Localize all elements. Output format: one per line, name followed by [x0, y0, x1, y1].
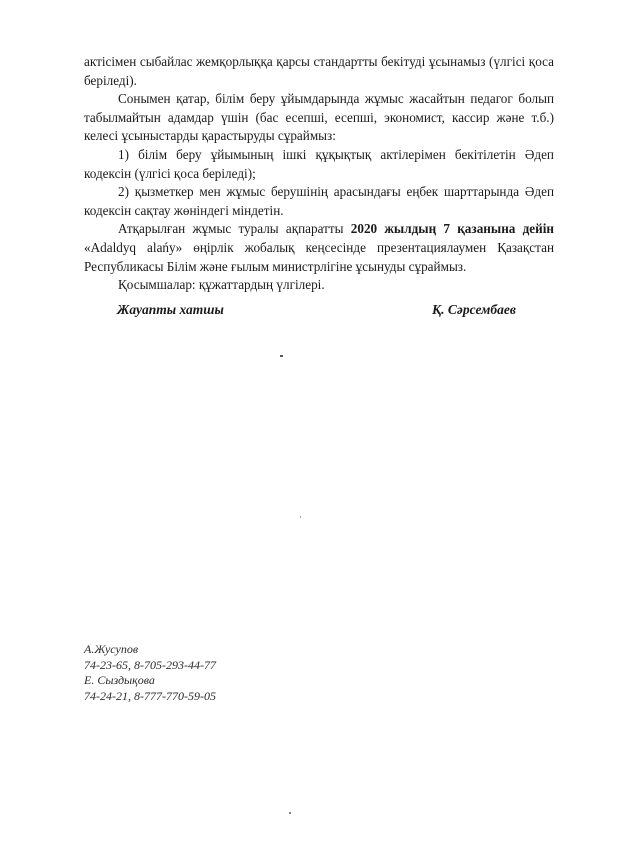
contact-phone-1: 74-23-65, 8-705-293-44-77: [84, 657, 216, 672]
scan-speck: [280, 355, 283, 357]
signatory-title: Жауапты хатшы: [117, 302, 224, 317]
paragraph-non-teaching-staff: Сонымен қатар, білім беру ұйымдарында жұмыс жасайтын педагог болып табылмайтын адамдар үшін (бас есепші, есепші, экономист, кассир және т.б.) келесі ұсыныстарды қарастыруды сұраймыз:: [84, 91, 554, 144]
paragraph-attachments: Қосымшалар: құжаттардың үлгілері.: [118, 277, 325, 293]
paragraph-deadline: [84, 220, 554, 276]
scan-speck: [300, 516, 301, 518]
deadline-date: 2020 жылдың 7 қазанына дейін: [350, 221, 554, 237]
paragraph-labor-contracts: 2) қызметкер мен жұмыс берушінің арасындағы еңбек шарттарында Әдеп кодексін сақтау жөніндегі міндетін.: [84, 184, 554, 218]
deadline-details: «Adaldyq alańy» өңірлік жобалық кеңсесінде презентациялаумен Қазақстан Республикасы Білім және ғылым министрлігіне ұсынуды сұраймыз.: [84, 239, 554, 274]
signatory-name: Қ. Сәрсембаев: [432, 302, 516, 317]
letter-body: [84, 53, 554, 295]
contact-person-2: Е. Сыздықова: [84, 673, 155, 687]
scan-speck: [289, 812, 291, 814]
paragraph-standard-approval: актісімен сыбайлас жемқорлыққа қарсы стандартты бекітуді ұсынамыз (үлгісі қоса беріледі).: [84, 54, 554, 88]
executor-contacts: [84, 642, 216, 704]
paragraph-ethics-code: 1) білім беру ұйымының ішкі құқықтық актілерімен бекітілетін Әдеп кодексін (үлгісі қоса беріледі);: [84, 146, 554, 181]
deadline-intro: Атқарылған жұмыс туралы ақпаратты: [118, 221, 351, 237]
contact-person-1: А.Жусупов: [84, 642, 139, 656]
contact-phone-2: 74-24-21, 8-777-770-59-05: [84, 688, 216, 703]
